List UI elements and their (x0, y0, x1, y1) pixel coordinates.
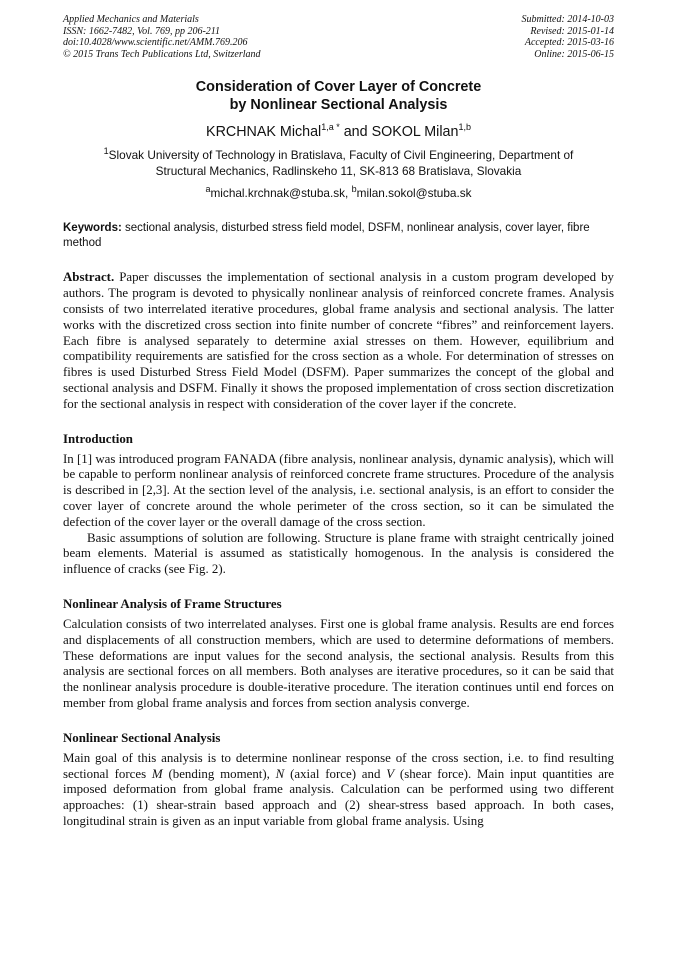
author-2: SOKOL Milan (371, 124, 459, 140)
author-joiner: and (339, 124, 372, 140)
paper-page (63, 14, 614, 830)
abstract-text: Paper discusses the implementation of sectional analysis in a custom program developed by authors. The program is devoted to physically nonlinear analysis of reinforced concrete frames. Analysis consists of two interrelated iterative procedures, global frame analysis and sectional analysis. The latter works with the discretized cross section into finite number of concrete “fibres” and reinforcement layers. Each fibre is analysed separately to determine axial stresses on them. However, equilibrium and compatibility requirements are satisfied for the cross section as a whole. For determination of stresses on fibres is used Disturbed Stress Field Model (DSFM). Paper summarizes the concept of the global and sectional analysis and DSFM. Finally it shows the proposed implementation of cross section discretization for the sectional analysis in respect with consideration of the cover layer if the concrete. (63, 270, 614, 411)
date-online: Online: 2015-06-15 (534, 48, 614, 60)
abstract (63, 270, 614, 412)
publication-dates (522, 14, 615, 60)
introduction-heading: Introduction (63, 431, 133, 446)
affiliation-text: Slovak University of Technology in Bratislava, Faculty of Civil Engineering, Department of Structural Mechanics, Radlinskeho 11, SK-813 68 Bratislava, Slovakia (108, 148, 574, 178)
author-1: KRCHNAK Michal (206, 124, 322, 140)
introduction-body (63, 452, 614, 578)
journal-issn: ISSN: 1662-7482, Vol. 769, pp 206-211 (63, 25, 221, 37)
email-b[interactable]: milan.sokol@stuba.sk (356, 186, 472, 200)
journal-info (63, 14, 261, 60)
author-2-marks: 1,b (458, 122, 471, 133)
sectional-analysis-paragraph-1 (63, 751, 614, 830)
symbol-v: V (386, 766, 395, 781)
frame-analysis-heading: Nonlinear Analysis of Frame Structures (63, 596, 282, 611)
journal-doi[interactable]: doi:10.4028/www.scientific.net/AMM.769.206 (63, 37, 248, 48)
author-emails (63, 185, 614, 201)
date-accepted: Accepted: 2015-03-16 (524, 37, 614, 48)
frame-analysis-body (63, 617, 614, 712)
paper-title (63, 78, 614, 114)
sectional-text-3: (axial force) and (284, 766, 387, 781)
symbol-m: M (151, 766, 163, 781)
sectional-text-1: Main goal of this analysis is to determine nonlinear response of the cross section, i.e. to find resulting sectional forces (63, 750, 614, 781)
sectional-text-2: (bending moment), (162, 766, 276, 781)
keywords-text: sectional analysis, disturbed stress field model, DSFM, nonlinear analysis, cover layer, fibre method (63, 222, 590, 250)
email-a[interactable]: michal.krchnak@stuba.sk, (210, 186, 352, 200)
symbol-n: N (275, 766, 285, 781)
journal-copyright: © 2015 Trans Tech Publications Ltd, Switzerland (63, 48, 261, 60)
journal-name: Applied Mechanics and Materials (63, 14, 199, 25)
keywords (63, 221, 614, 251)
author-1-marks: 1,a * (321, 122, 340, 133)
sectional-text-4: (shear force). Main input quantities are imposed deformation from global frame analysis. Calculation can be performed using two different approaches: (1) shear-strain based approach and (2) shear-stress based approach. In both cases, longitudinal strain is given as an input variable from global frame analysis. Using (63, 766, 614, 828)
introduction-paragraph-2: Basic assumptions of solution are following. Structure is plane frame with straight centrically joined beam elements. Material is assumed as statistically homogenous. In the analysis is considered the influence of cracks (see Fig. 2). (63, 530, 614, 577)
introduction-paragraph-1: In [1] was introduced program FANADA (fibre analysis, nonlinear analysis, dynamic analysis), which will be capable to perform nonlinear analysis of reinforced concrete frame structures. Procedure of the analysis is described in [2,3]. At the section level of the analysis, i.e. sectional analysis, is an effort to consider the cover layer of concrete around the whole perimeter of the cross section, so it can be simulated the defection of the cover layer or the overall damage of the cross section. (63, 451, 614, 529)
date-submitted: Submitted: 2014-10-03 (521, 14, 614, 25)
title-line-2: by Nonlinear Sectional Analysis (229, 97, 448, 113)
abstract-label: Abstract. (63, 270, 115, 285)
date-revised: Revised: 2015-01-14 (530, 25, 614, 37)
keywords-label: Keywords: (63, 222, 122, 234)
email-a-mark: a (205, 184, 211, 195)
email-b-mark: b (351, 184, 357, 195)
sectional-analysis-body (63, 751, 614, 830)
journal-header (63, 14, 614, 60)
sectional-analysis-heading: Nonlinear Sectional Analysis (63, 730, 221, 745)
affiliation-mark: 1 (103, 146, 109, 157)
affiliation (63, 147, 614, 179)
title-line-1: Consideration of Cover Layer of Concrete (195, 79, 482, 95)
author-list (63, 123, 614, 141)
frame-analysis-paragraph-1: Calculation consists of two interrelated analyses. First one is global frame analysis. Results are end forces and displacements of all construction members, which are used to determine deformations of members. These deformations are input values for the second analysis, the sectional analysis. Results from this analysis are sectional forces on all members. Both analyses are iterative procedures, so it can be said that the nonlinear analysis procedure is double-iterative procedure. The iteration continues until end forces on member from global frame analysis and forces from section analysis converge. (63, 616, 614, 710)
